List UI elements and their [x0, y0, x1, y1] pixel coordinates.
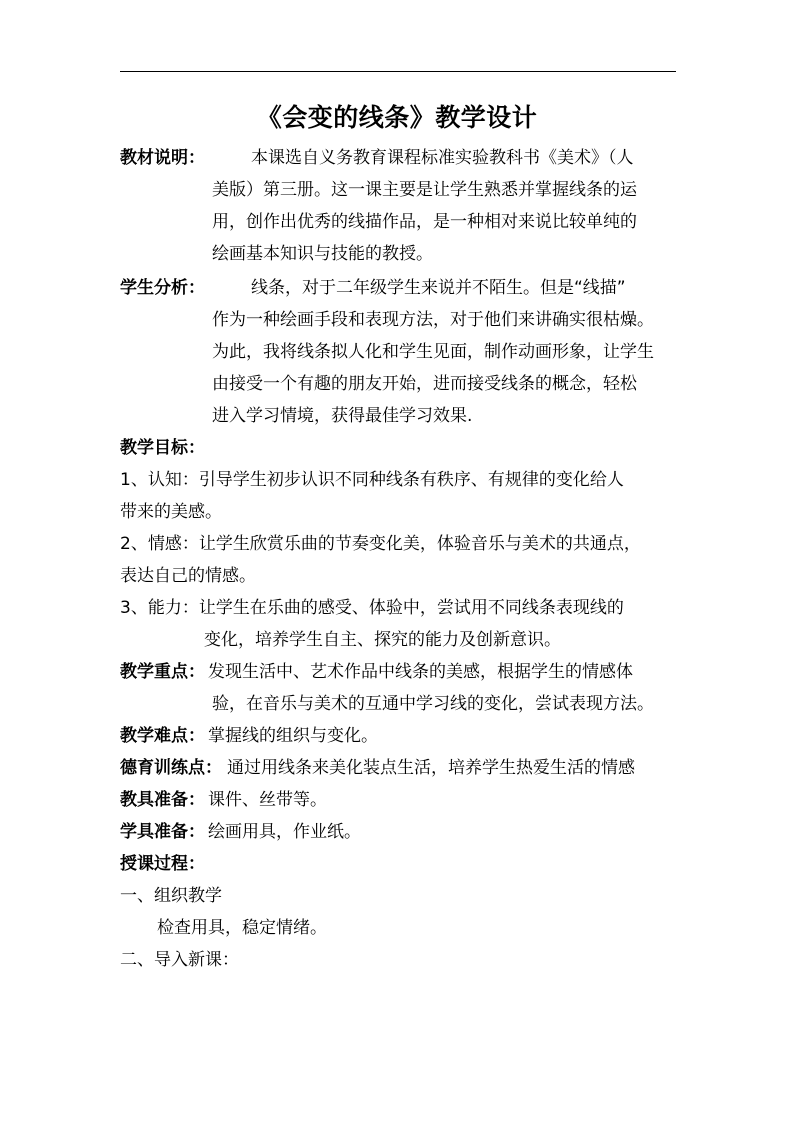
material-label: 教材说明： — [120, 148, 205, 168]
student-tools-text: 绘画用具，作业纸。 — [208, 822, 361, 842]
goal-2-line: 表达自己的情感。 — [120, 566, 256, 586]
material-line: 本课选自义务教育课程标准实验教科书《美术》（人 — [251, 148, 634, 168]
student-line: 进入学习情境，获得最佳学习效果. — [212, 406, 473, 426]
teacher-tools-label: 教具准备： — [120, 790, 205, 810]
material-line: 用，创作出优秀的线描作品，是一种相对来说比较单纯的 — [212, 212, 637, 232]
section-2-heading: 二、导入新课： — [120, 950, 239, 970]
material-line: 美版）第三册。这一课主要是让学生熟悉并掌握线条的运 — [212, 180, 637, 200]
key-point-line: 验，在音乐与美术的互通中学习线的变化，尝试表现方法。 — [212, 694, 654, 714]
section-1-heading: 一、组织教学 — [120, 886, 222, 906]
header-rule — [120, 71, 676, 72]
material-line: 绘画基本知识与技能的教授。 — [212, 244, 433, 264]
key-point-line: 发现生活中、艺术作品中线条的美感，根据学生的情感体 — [208, 662, 633, 682]
document-title: 《会变的线条》教学设计 — [256, 103, 538, 132]
process-label: 授课过程： — [120, 854, 205, 874]
student-line: 由接受一个有趣的朋友开始，进而接受线条的概念，轻松 — [212, 374, 637, 394]
student-line: 线条，对于二年级学生来说并不陌生。但是“线描” — [251, 278, 626, 298]
goal-1-line: 1、认知：引导学生初步认识不同种线条有秩序、有规律的变化给人 — [120, 470, 624, 490]
goal-3-line: 3、能力：让学生在乐曲的感受、体验中，尝试用不同线条表现线的 — [120, 598, 624, 618]
student-line: 为此，我将线条拟人化和学生见面，制作动画形象，让学生 — [212, 342, 654, 362]
student-tools-label: 学具准备： — [120, 822, 205, 842]
key-point-label: 教学重点： — [120, 662, 205, 682]
section-1-text: 检查用具，稳定情绪。 — [157, 918, 327, 938]
moral-label: 德育训练点： — [120, 758, 222, 778]
goal-2-line: 2、情感：让学生欣赏乐曲的节奏变化美，体验音乐与美术的共通点， — [120, 534, 641, 554]
teacher-tools-text: 课件、丝带等。 — [208, 790, 327, 810]
difficulty-label: 教学难点： — [120, 726, 205, 746]
student-label: 学生分析： — [120, 278, 205, 298]
goal-1-line: 带来的美感。 — [120, 502, 222, 522]
student-line: 作为一种绘画手段和表现方法，对于他们来讲确实很枯燥。 — [212, 310, 654, 330]
goal-3-line: 变化，培养学生自主、探究的能力及创新意识。 — [204, 630, 561, 650]
difficulty-text: 掌握线的组织与变化。 — [208, 726, 378, 746]
moral-text: 通过用线条来美化装点生活，培养学生热爱生活的情感 — [227, 758, 635, 778]
goals-label: 教学目标： — [120, 438, 205, 458]
